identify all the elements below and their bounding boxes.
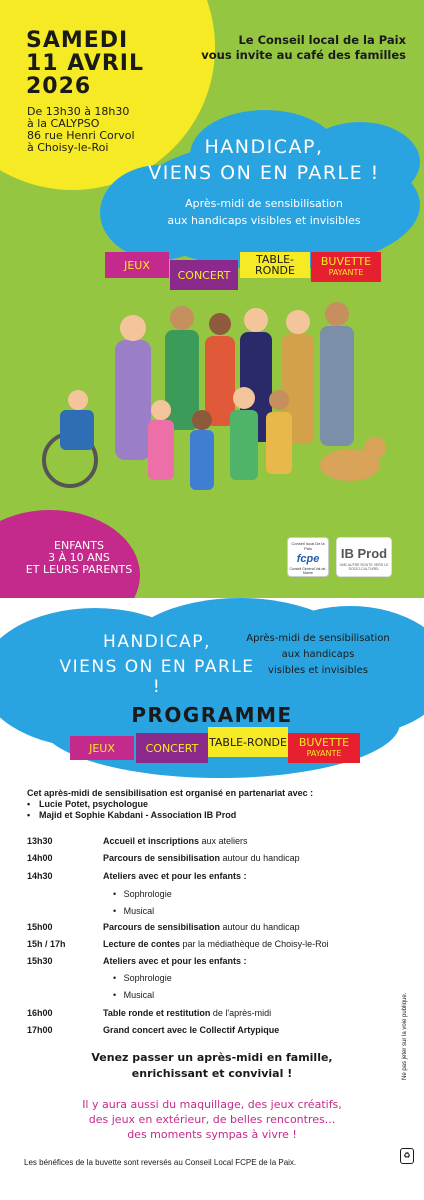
date-day: SAMEDI: [26, 28, 129, 53]
people-illustration: [30, 300, 390, 510]
tag-jeux: JEUX: [105, 252, 169, 278]
cta-line-5: des moments sympas à vivre !: [127, 1128, 297, 1141]
audience-line-3: ET LEURS PARENTS: [25, 563, 133, 576]
tag-buvette: BUVETTE PAYANTE: [311, 252, 381, 282]
invite-line-1: Le Conseil local de la Paix: [238, 33, 406, 47]
partners-block: [27, 788, 313, 821]
event-address: 86 rue Henri Corvol: [27, 129, 135, 142]
workshop-item: • Musical: [113, 906, 155, 916]
event-time: De 13h30 à 18h30: [27, 105, 130, 118]
date-year: 2026: [26, 74, 92, 99]
workshop-item: • Sophrologie: [113, 973, 172, 983]
hero-title-line-1: HANDICAP,: [204, 136, 324, 158]
partner-item: • Lucie Potet, psychologue: [27, 799, 313, 810]
tag-concert: CONCERT: [170, 260, 238, 290]
partner-item: • Majid et Sophie Kabdani - Association IB Prod: [27, 810, 313, 821]
cta-line-3: Il y aura aussi du maquillage, des jeux créatifs,: [82, 1098, 342, 1111]
audience-line-2: 3 À 10 ANS: [48, 551, 110, 564]
tag-table-ronde: TABLE-RONDE: [240, 252, 310, 278]
program-tag-table-ronde: TABLE-RONDE: [208, 727, 288, 757]
date-month: 11 AVRIL: [26, 51, 144, 76]
recycle-icon: ♻: [400, 1148, 414, 1164]
program-tag-buvette: BUVETTE PAYANTE: [288, 733, 360, 763]
programme-heading: PROGRAMME: [131, 703, 293, 727]
ib-prod-logo: IB Prod UNE AUTRE ROUTE VERS LE SOCIO-CULTUREL: [336, 537, 392, 577]
audience-line-1: ENFANTS: [54, 539, 104, 552]
hero-subtitle-line-2: aux handicaps visibles et invisibles: [167, 214, 361, 227]
program-sub-line-1: Après-midi de sensibilisation: [246, 633, 390, 644]
cta-line-1: Venez passer un après-midi en famille,: [91, 1051, 333, 1064]
cta-line-4: des jeux en extérieur, de belles rencontres...: [88, 1113, 336, 1126]
hero-subtitle-line-1: Après-midi de sensibilisation: [185, 197, 343, 210]
vertical-notice: Ne pas jeter sur la voie publique.: [402, 992, 408, 1080]
program-tag-jeux: JEUX: [70, 736, 134, 760]
hero-cloud: [100, 110, 424, 260]
invite-line-2: vous invite au café des familles: [201, 48, 406, 62]
program-sub-line-2: aux handicaps: [281, 649, 355, 660]
partners-intro: Cet après-midi de sensibilisation est organisé en partenariat avec :: [27, 788, 314, 798]
workshop-item: • Sophrologie: [113, 889, 172, 899]
program-title-line-2: VIENS ON EN PARLE !: [59, 657, 255, 697]
fcpe-logo: Conseil local De la Paix fcpe Conseil Général Val-de-Marne: [287, 537, 329, 577]
flyer-front: [0, 0, 424, 598]
program-sub-line-3: visibles et invisibles: [268, 665, 368, 676]
program-tag-concert: CONCERT: [136, 733, 208, 763]
footer-note: Les bénéfices de la buvette sont reversés au Conseil Local FCPE de la Paix.: [24, 1158, 297, 1167]
cta-line-2: enrichissant et convivial !: [131, 1067, 293, 1080]
event-city: à Choisy-le-Roi: [27, 141, 109, 154]
event-place: à la CALYPSO: [27, 117, 100, 130]
workshop-item: • Musical: [113, 990, 155, 1000]
hero-title-line-2: VIENS ON EN PARLE !: [148, 162, 380, 184]
program-title-line-1: HANDICAP,: [103, 632, 211, 652]
